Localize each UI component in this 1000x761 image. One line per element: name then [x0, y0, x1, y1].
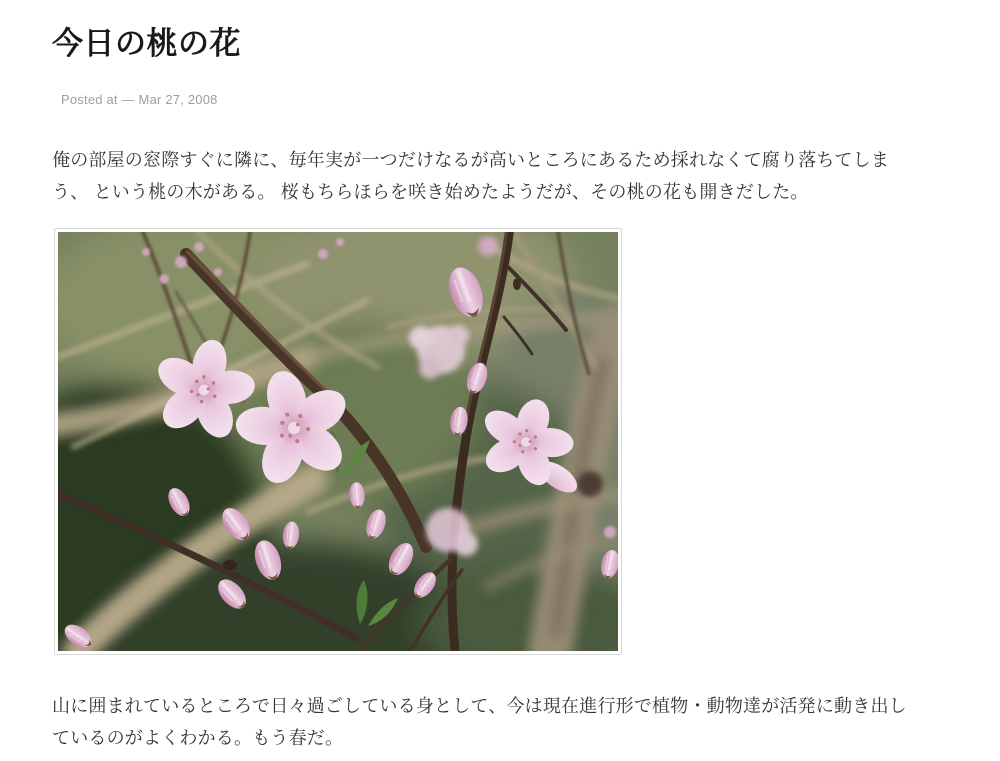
peach-blossom-photo [58, 232, 618, 651]
post-photo-frame [54, 228, 622, 655]
post-paragraph-2: 山に囲まれているところで日々過ごしている身として、今は現在進行形で植物・動物達が活発に動き出しているのがよくわかる。もう春だ。 [52, 696, 907, 748]
post-title: 今日の桃の花 [52, 26, 241, 61]
post-meta: Posted at — Mar 27, 2008 [61, 92, 218, 107]
post-paragraph-1: 俺の部屋の窓際すぐに隣に、毎年実が一つだけなるが高いところにあるため採れなくて腐り落ちてしまう、 という桃の木がある。 桜もちらほらを咲き始めたようだが、その桃の花も開きだした。 [52, 150, 890, 202]
